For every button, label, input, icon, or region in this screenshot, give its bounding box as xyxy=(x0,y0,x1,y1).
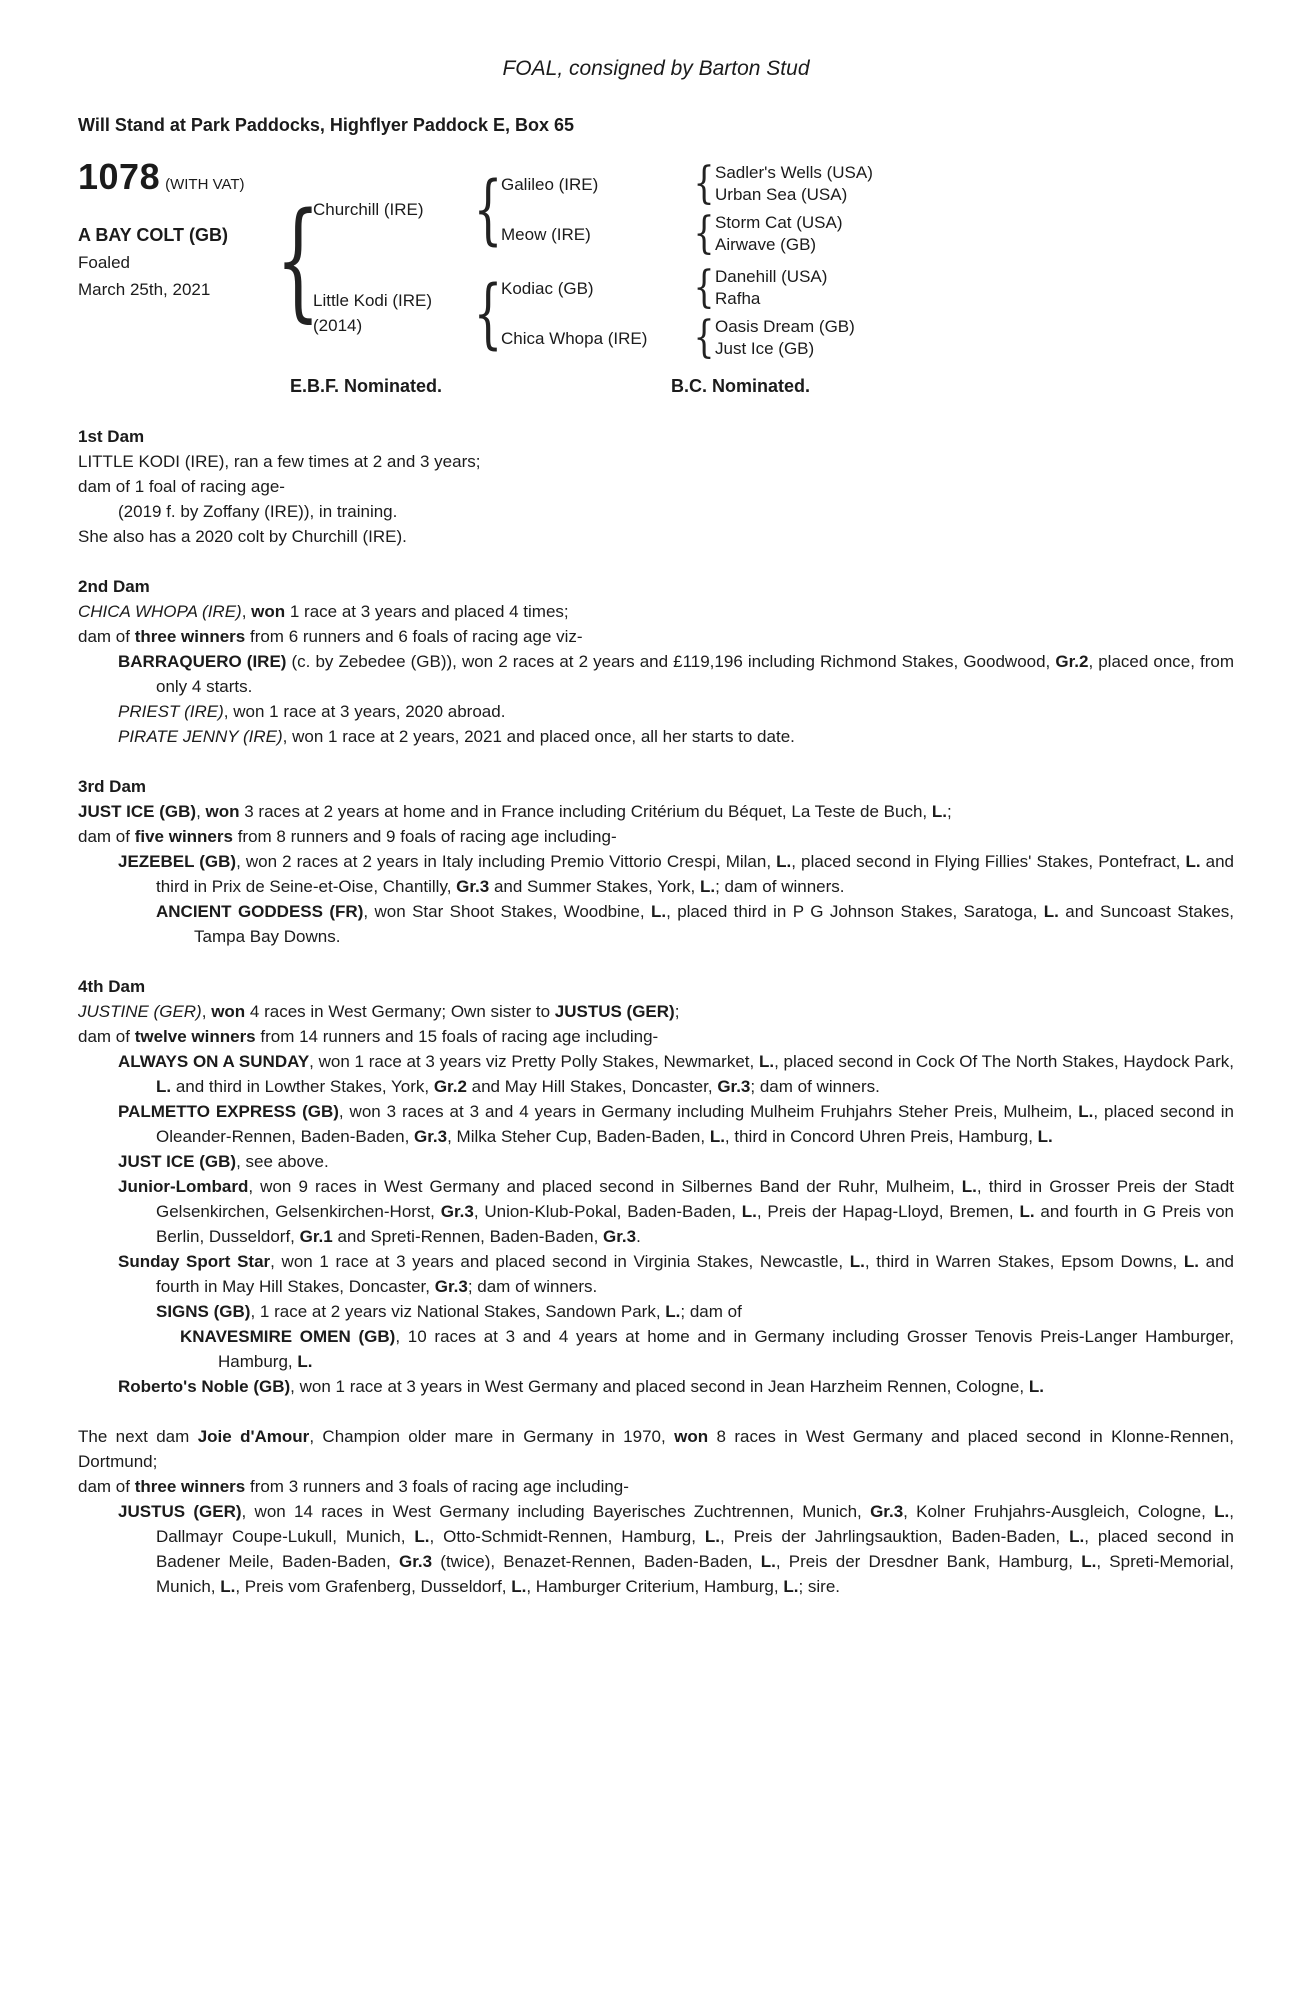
text-run: , placed second in Badener Meile, Baden-Baden, xyxy=(156,1527,1234,1571)
text-run: ; xyxy=(674,1002,680,1021)
pedigree-paragraph xyxy=(78,474,1234,499)
text-run: , Preis vom Grafenberg, Dusseldorf, xyxy=(235,1577,512,1596)
brace-icon: { xyxy=(693,262,715,314)
pedigree-paragraph xyxy=(78,849,1234,899)
pedigree-paragraph xyxy=(78,649,1234,699)
text-run: CHICA WHOPA (IRE) xyxy=(78,602,242,621)
dam-section xyxy=(78,1424,1234,1599)
dam-section xyxy=(78,424,1234,549)
dam-sections xyxy=(78,424,1234,1599)
text-run: and fourth in May Hill Stakes, Doncaster, xyxy=(156,1252,1234,1296)
text-run: . xyxy=(636,1227,641,1246)
pedigree-paragraph xyxy=(78,1099,1234,1149)
text-run: Gr.3 xyxy=(440,1202,474,1221)
text-run: Gr.3 xyxy=(398,1552,433,1571)
text-run: 8 races in West Germany and placed second in Klonne-Rennen, Dortmund; xyxy=(78,1427,1234,1471)
text-run: JUSTINE (GER) xyxy=(78,1002,202,1021)
text-run: , Preis der Hapag-Lloyd, Bremen, xyxy=(756,1202,1020,1221)
text-run: , xyxy=(201,1002,212,1021)
text-run: and May Hill Stakes, Doncaster, xyxy=(466,1077,718,1096)
lot-number-row xyxy=(78,156,283,197)
text-run: from 3 runners and 3 foals of racing age including- xyxy=(245,1477,629,1496)
pedigree-paragraph xyxy=(78,724,1234,749)
paternal-granddam-name: Meow (IRE) xyxy=(501,224,591,244)
text-run: L. xyxy=(783,1577,799,1596)
text-run: , Dallmayr Coupe-Lukull, Munich, xyxy=(156,1502,1234,1546)
text-run: , won 1 race at 2 years, 2021 and placed once, all her starts to date. xyxy=(282,727,795,746)
text-run: JUST ICE (GB) xyxy=(78,802,197,821)
text-run: dam of xyxy=(78,1027,135,1046)
text-run: Gr.3 xyxy=(603,1227,637,1246)
section-heading: 3rd Dam xyxy=(78,777,147,796)
text-run: 4 races in West Germany; Own sister to xyxy=(245,1002,555,1021)
text-run: L. xyxy=(650,902,667,921)
text-run: 1 race at 3 years and placed 4 times; xyxy=(285,602,569,621)
pedigree-paragraph xyxy=(78,1174,1234,1249)
text-run: LITTLE KODI (IRE), ran a few times at 2 and 3 years; xyxy=(78,452,481,471)
text-run: The next dam xyxy=(78,1427,198,1446)
text-run: (twice), Benazet-Rennen, Baden-Baden, xyxy=(432,1552,761,1571)
text-run: ; xyxy=(946,802,952,821)
brace-icon: { xyxy=(693,312,715,364)
sire-name: Churchill (IRE) xyxy=(313,199,424,219)
text-run: L. xyxy=(1028,1377,1044,1396)
dam-name-block xyxy=(313,288,475,338)
text-run: ; sire. xyxy=(798,1577,840,1596)
brace-icon: { xyxy=(275,186,321,336)
text-run: dam of xyxy=(78,1477,135,1496)
pedigree-paragraph xyxy=(78,1499,1234,1599)
paternal-grandsire-name: Galileo (IRE) xyxy=(501,174,599,194)
text-run: , Hamburger Criterium, Hamburg, xyxy=(526,1577,784,1596)
pedigree-tree xyxy=(275,158,1234,364)
text-run: three winners xyxy=(134,1477,246,1496)
text-run: PALMETTO EXPRESS (GB) xyxy=(118,1102,339,1121)
text-run: L. xyxy=(1043,902,1059,921)
stand-location-line: Will Stand at Park Paddocks, Highflyer Paddock E, Box 65 xyxy=(78,115,574,135)
text-run: won xyxy=(205,802,240,821)
brace-icon: { xyxy=(693,208,715,260)
text-run: , won 1 race at 3 years viz Pretty Polly Stakes, Newmarket, xyxy=(309,1052,759,1071)
text-run: Joie d'Amour xyxy=(197,1427,310,1446)
text-run: L. xyxy=(699,877,716,896)
text-run: , won 1 race at 3 years in West Germany and placed second in Jean Harzheim Rennen, Cologne, xyxy=(290,1377,1029,1396)
text-run: dam of xyxy=(78,627,135,646)
text-run: , Spreti-Memorial, Munich, xyxy=(156,1552,1234,1596)
lot-number: 1078 xyxy=(78,156,161,197)
pedigree-paragraph xyxy=(78,624,1234,649)
section-heading: 2nd Dam xyxy=(78,577,150,596)
text-run: , third in Warren Stakes, Epsom Downs, xyxy=(864,1252,1184,1271)
pedigree-paragraph xyxy=(78,1374,1234,1399)
text-run: , xyxy=(196,802,206,821)
dam-name: Little Kodi (IRE) xyxy=(313,291,433,310)
pedigree-paragraph xyxy=(78,1474,1234,1499)
pedigree-paragraph xyxy=(78,1024,1234,1049)
text-run: L. xyxy=(1183,1252,1199,1271)
pedigree-paragraph xyxy=(78,524,1234,549)
text-run: KNAVESMIRE OMEN (GB) xyxy=(180,1327,396,1346)
text-run: L. xyxy=(776,852,792,871)
great-grandparent-name: Storm Cat (USA) xyxy=(715,213,843,232)
text-run: Gr.1 xyxy=(299,1227,333,1246)
text-run: 3 races at 2 years at home and in France including Critérium du Béquet, La Teste de Buch, xyxy=(239,802,932,821)
great-grandparent-name: Airwave (GB) xyxy=(715,235,817,254)
text-run: , won 3 races at 3 and 4 years in Germany including Mulheim Fruhjahrs Steher Preis, Mulheim, xyxy=(338,1102,1079,1121)
text-run: , Milka Steher Cup, Baden-Baden, xyxy=(447,1127,710,1146)
text-run: and third in Lowther Stakes, York, xyxy=(171,1077,434,1096)
text-run: and third in Prix de Seine-et-Oise, Chantilly, xyxy=(156,852,1234,896)
text-run: JEZEBEL (GB) xyxy=(118,852,237,871)
text-run: , won 1 race at 3 years and placed second in Virginia Stakes, Newcastle, xyxy=(270,1252,850,1271)
text-run: (c. by Zebedee (GB)), won 2 races at 2 years and £119,196 including Richmond Stakes, Goodwood, xyxy=(286,652,1056,671)
great-grandparent-name: Danehill (USA) xyxy=(715,267,828,286)
text-run: and fourth in G Preis von Berlin, Dusseldorf, xyxy=(156,1202,1234,1246)
pedigree-paragraph xyxy=(78,824,1234,849)
brace-icon: { xyxy=(473,267,503,357)
pedigree-paragraph xyxy=(78,899,1234,949)
text-run: L. xyxy=(709,1127,725,1146)
paternal-grandsire-row xyxy=(501,158,1234,210)
text-run: L. xyxy=(741,1202,757,1221)
text-run: , placed third in P G Johnson Stakes, Saratoga, xyxy=(666,902,1044,921)
text-run: L. xyxy=(931,802,947,821)
text-run: L. xyxy=(704,1527,720,1546)
lot-info xyxy=(78,156,283,360)
text-run: JUSTUS (GER) xyxy=(118,1502,242,1521)
text-run: dam of xyxy=(78,827,135,846)
text-run: ANCIENT GODDESS (FR) xyxy=(156,902,364,921)
text-run: L. xyxy=(511,1577,527,1596)
pedigree-paragraph xyxy=(78,1324,1234,1374)
text-run: L. xyxy=(758,1052,775,1071)
text-run: L. xyxy=(297,1352,313,1371)
pedigree-paragraph xyxy=(78,599,1234,624)
pedigree-paragraph xyxy=(78,1424,1234,1474)
text-run: won xyxy=(251,602,286,621)
text-run: , third in Concord Uhren Preis, Hamburg, xyxy=(724,1127,1038,1146)
text-run: , won 9 races in West Germany and placed second in Silbernes Band der Ruhr, Mulheim, xyxy=(248,1177,962,1196)
text-run: won xyxy=(211,1002,246,1021)
text-run: ALWAYS ON A SUNDAY xyxy=(118,1052,310,1071)
text-run: Gr.2 xyxy=(1055,652,1089,671)
text-run: Gr.2 xyxy=(433,1077,467,1096)
section-heading: 1st Dam xyxy=(78,427,145,446)
text-run: , placed second in Flying Fillies' Stakes, Pontefract, xyxy=(791,852,1186,871)
text-run: , xyxy=(241,602,252,621)
text-run: L. xyxy=(414,1527,430,1546)
ebf-nominated: E.B.F. Nominated. xyxy=(290,376,443,396)
text-run: , see above. xyxy=(236,1152,329,1171)
nominations-line xyxy=(290,374,810,399)
pedigree-paragraph xyxy=(78,1249,1234,1299)
text-run: , placed once, from only 4 starts. xyxy=(156,652,1235,696)
pedigree-paragraph xyxy=(78,499,1234,524)
dam-year: (2014) xyxy=(313,316,363,335)
text-run: , 10 races at 3 and 4 years at home and in Germany including Grosser Tenovis Preis-Langer Hamburger, Hamburg, xyxy=(218,1327,1234,1371)
text-run: , won 14 races in West Germany including Bayerisches Zuchtrennen, Munich, xyxy=(241,1502,871,1521)
text-run: Roberto's Noble (GB) xyxy=(118,1377,291,1396)
text-run: Sunday Sport Star xyxy=(118,1252,271,1271)
text-run: L. xyxy=(665,1302,681,1321)
text-run: and Spreti-Rennen, Baden-Baden, xyxy=(332,1227,604,1246)
text-run: L. xyxy=(849,1252,865,1271)
text-run: and Summer Stakes, York, xyxy=(489,877,700,896)
text-run: ; dam of xyxy=(680,1302,742,1321)
text-run: L. xyxy=(1069,1527,1085,1546)
text-run: L. xyxy=(1214,1502,1230,1521)
vat-note: (WITH VAT) xyxy=(165,176,245,193)
text-run: , placed second in Oleander-Rennen, Baden-Baden, xyxy=(156,1102,1234,1146)
pedigree-paragraph xyxy=(78,799,1234,824)
text-run: L. xyxy=(1078,1102,1094,1121)
great-grandparent-name: Oasis Dream (GB) xyxy=(715,317,855,336)
great-grandparent-name: Sadler's Wells (USA) xyxy=(715,163,873,182)
text-run: Gr.3 xyxy=(870,1502,904,1521)
text-run: SIGNS (GB) xyxy=(156,1302,251,1321)
text-run: JUST ICE (GB) xyxy=(118,1152,237,1171)
text-run: from 8 runners and 9 foals of racing age including- xyxy=(232,827,617,846)
text-run: L. xyxy=(1081,1552,1097,1571)
maternal-grandsire-name: Kodiac (GB) xyxy=(501,278,594,298)
text-run: won xyxy=(674,1427,709,1446)
text-run: PRIEST (IRE) xyxy=(118,702,224,721)
text-run: She also has a 2020 colt by Churchill (IRE). xyxy=(78,527,407,546)
text-run: three winners xyxy=(134,627,246,646)
brace-icon: { xyxy=(473,163,503,253)
pedigree-paragraph xyxy=(78,1049,1234,1099)
great-grandparent-name: Rafha xyxy=(715,289,761,308)
great-grandparent-name: Urban Sea (USA) xyxy=(715,185,848,204)
text-run: ; dam of winners. xyxy=(750,1077,880,1096)
maternal-grandsire-row xyxy=(501,262,1234,314)
text-run: Gr.3 xyxy=(717,1077,751,1096)
pedigree-block xyxy=(78,156,1234,364)
text-run: ; dam of winners. xyxy=(715,877,845,896)
paternal-granddam-row xyxy=(501,208,1234,260)
text-run: BARRAQUERO (IRE) xyxy=(118,652,287,671)
foaled-date: March 25th, 2021 xyxy=(78,280,211,299)
pedigree-paragraph xyxy=(78,1299,1234,1324)
dam-half xyxy=(313,262,1234,364)
text-run: JUSTUS (GER) xyxy=(554,1002,675,1021)
text-run: L. xyxy=(1185,852,1201,871)
text-run: , won Star Shoot Stakes, Woodbine, xyxy=(363,902,651,921)
text-run: L. xyxy=(1019,1202,1035,1221)
lot-description: A BAY COLT (GB) xyxy=(78,225,229,245)
bc-nominated: B.C. Nominated. xyxy=(670,376,810,396)
text-run: L. xyxy=(961,1177,977,1196)
text-run: Gr.3 xyxy=(456,877,490,896)
text-run: Junior-Lombard xyxy=(118,1177,249,1196)
great-grandparent-name: Just Ice (GB) xyxy=(715,339,815,358)
text-run: twelve winners xyxy=(134,1027,256,1046)
text-run: dam of 1 foal of racing age- xyxy=(78,477,285,496)
text-run: , 1 race at 2 years viz National Stakes, Sandown Park, xyxy=(250,1302,666,1321)
text-run: from 14 runners and 15 foals of racing age including- xyxy=(255,1027,659,1046)
text-run: , Preis der Jahrlingsauktion, Baden-Baden, xyxy=(720,1527,1070,1546)
sire-half xyxy=(313,158,1234,260)
section-heading: 4th Dam xyxy=(78,977,146,996)
text-run: , won 2 races at 2 years in Italy including Premio Vittorio Crespi, Milan, xyxy=(236,852,777,871)
pedigree-paragraph xyxy=(78,449,1234,474)
foaled-label: Foaled xyxy=(78,253,130,272)
page-title: FOAL, consigned by Barton Stud xyxy=(502,57,810,80)
pedigree-paragraph xyxy=(78,1149,1234,1174)
brace-icon: { xyxy=(693,158,715,210)
text-run: Gr.3 xyxy=(414,1127,448,1146)
maternal-granddam-row xyxy=(501,312,1234,364)
text-run: , Union-Klub-Pokal, Baden-Baden, xyxy=(473,1202,742,1221)
text-run: and Suncoast Stakes, Tampa Bay Downs. xyxy=(194,902,1235,946)
text-run: L. xyxy=(220,1577,236,1596)
text-run: L. xyxy=(156,1077,172,1096)
text-run: , third in Grosser Preis der Stadt Gelsenkirchen, Gelsenkirchen-Horst, xyxy=(156,1177,1234,1221)
text-run: , Kolner Fruhjahrs-Ausgleich, Cologne, xyxy=(903,1502,1215,1521)
text-run: , Otto-Schmidt-Rennen, Hamburg, xyxy=(429,1527,705,1546)
text-run: , won 1 race at 3 years, 2020 abroad. xyxy=(223,702,506,721)
dam-section xyxy=(78,574,1234,749)
text-run: five winners xyxy=(134,827,233,846)
dam-section xyxy=(78,974,1234,1399)
maternal-granddam-name: Chica Whopa (IRE) xyxy=(501,328,648,348)
dam-section xyxy=(78,774,1234,949)
text-run: PIRATE JENNY (IRE) xyxy=(118,727,283,746)
text-run: , Champion older mare in Germany in 1970, xyxy=(309,1427,675,1446)
text-run: , placed second in Cock Of The North Stakes, Haydock Park, xyxy=(774,1052,1234,1071)
text-run: L. xyxy=(760,1552,776,1571)
text-run: Gr.3 xyxy=(434,1277,468,1296)
pedigree-paragraph xyxy=(78,999,1234,1024)
text-run: from 6 runners and 6 foals of racing age viz- xyxy=(245,627,583,646)
text-run: (2019 f. by Zoffany (IRE)), in training. xyxy=(118,502,398,521)
text-run: L. xyxy=(1037,1127,1053,1146)
text-run: , Preis der Dresdner Bank, Hamburg, xyxy=(775,1552,1082,1571)
pedigree-paragraph xyxy=(78,699,1234,724)
text-run: ; dam of winners. xyxy=(467,1277,598,1296)
